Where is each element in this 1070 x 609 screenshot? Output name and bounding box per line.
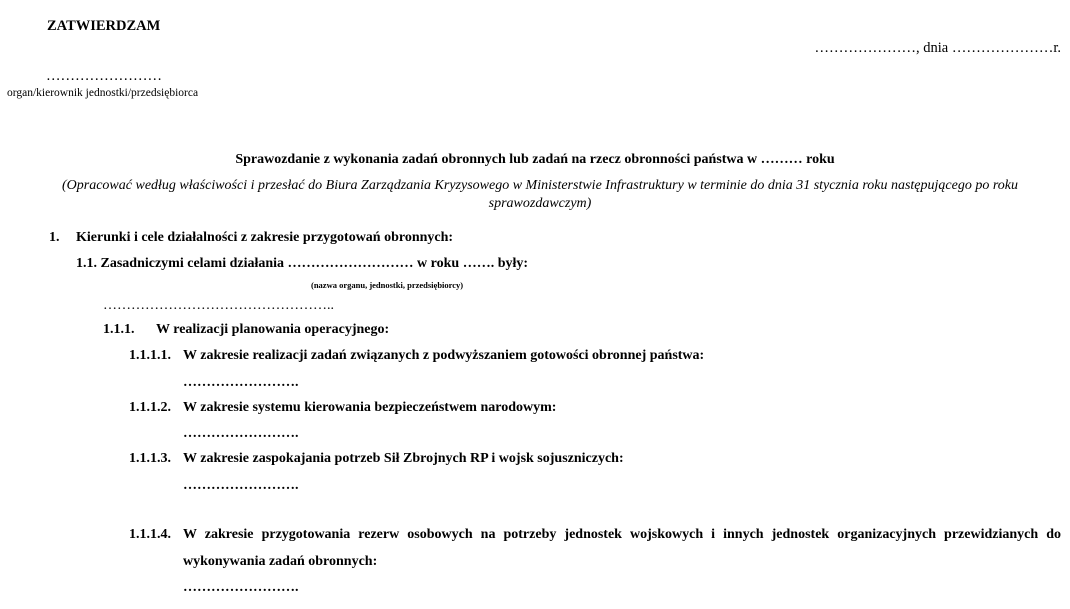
document-subtitle: (Opracować według właściwości i przesłać do Biura Zarządzania Kryzysowego w Ministerstwie Infrastruktury w terminie do dnia 31 stycznia roku następującego po roku sprawozdawczym) (62, 178, 1018, 211)
section-1-1-1-3-dots: ……………………. (183, 478, 299, 493)
section-text: W realizacji planowania operacyjnego: (156, 322, 390, 337)
section-number: 1.1.1. (103, 322, 135, 337)
date-line: …………………, dnia …………………r. (814, 40, 1061, 56)
section-text: W zakresie zaspokajania potrzeb Sił Zbrojnych RP i wojsk sojuszniczych: (183, 451, 624, 466)
section-text: W zakresie realizacji zadań związanych z podwyższaniem gotowości obronnej państwa: (183, 348, 705, 363)
section-text: W zakresie systemu kierowania bezpieczeństwem narodowym: (183, 400, 557, 415)
section-1-1-1-1-dots: ……………………. (183, 375, 299, 390)
signature-dots: …………………… (46, 68, 162, 84)
approval-heading: ZATWIERDZAM (47, 18, 161, 34)
section-1-1-dots: ………………………………………….. (103, 298, 334, 313)
signature-label: organ/kierownik jednostki/przedsiębiorca (7, 87, 199, 99)
section-1-1-1-4 (0, 521, 1070, 581)
section-1-1-note: (nazwa organu, jednostki, przedsiębiorcy) (311, 280, 464, 290)
section-1-1-1-2-dots: ……………………. (183, 426, 299, 441)
document-title: Sprawozdanie z wykonania zadań obronnych lub zadań na rzecz obronności państwa w ……… roku (235, 152, 835, 167)
section-number: 1.1.1.3. (129, 451, 171, 466)
section-number: 1.1.1.4. (129, 527, 171, 542)
section-1-1-1-4-dots: ……………………. (183, 580, 299, 595)
section-text: Kierunki i cele działalności z zakresie przygotowań obronnych: (76, 230, 454, 245)
section-number: 1.1.1.1. (129, 348, 171, 363)
section-number: 1. (49, 230, 60, 245)
section-text: W zakresie przygotowania rezerw osobowych na potrzeby jednostek wojskowych i innych jednostek organizacyjnych przewidzianych do wykonywania zadań obronnych: (183, 527, 1061, 569)
section-1-1: 1.1. Zasadniczymi celami działania ……………………… w roku ……. były: (76, 256, 529, 271)
section-number: 1.1.1.2. (129, 400, 171, 415)
